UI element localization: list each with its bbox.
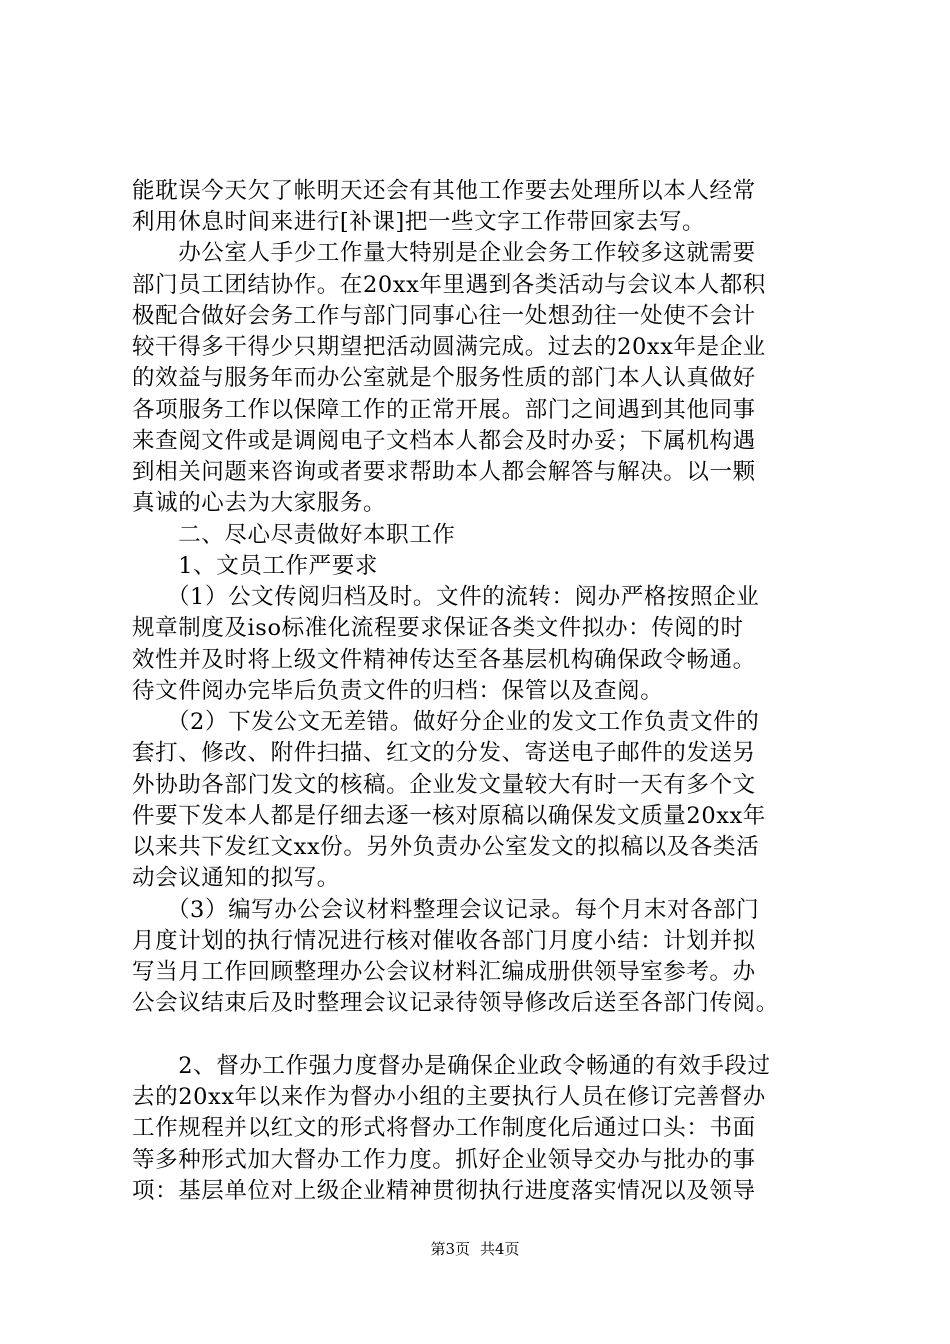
text-line: 动会议通知的拟写。	[132, 865, 340, 891]
text-line: 等多种形式加大督办工作力度。抓好企业领导交办与批办的事	[132, 1147, 756, 1173]
text-line: 件要下发本人都是仔细去逐一核对原稿以确保发文质量20xx年	[132, 803, 766, 829]
page-number: 第3页	[430, 1240, 470, 1258]
text-line: 的效益与服务年而办公室就是个服务性质的部门本人认真做好	[132, 365, 756, 391]
page-total: 共4页	[480, 1240, 520, 1258]
text-line: 到相关问题来咨询或者要求帮助本人都会解答与解决。以一颗	[132, 459, 756, 485]
text-line: 公会议结束后及时整理会议记录待领导修改后送至各部门传阅。	[132, 990, 779, 1016]
text-line: （3）编写办公会议材料整理会议记录。每个月末对各部门	[132, 897, 760, 923]
text-line: 规章制度及iso标准化流程要求保证各类文件拟办：传阅的时	[132, 615, 744, 641]
page-footer	[0, 1240, 950, 1258]
text-line: 工作规程并以红文的形式将督办工作制度化后通过口头：书面	[132, 1115, 756, 1141]
text-line: 2、督办工作强力度督办是确保企业政令畅通的有效手段过	[132, 1053, 771, 1079]
text-line: 外协助各部门发文的核稿。企业发文量较大有时一天有多个文	[132, 772, 756, 798]
text-line: 来查阅文件或是调阅电子文档本人都会及时办妥；下属机构遇	[132, 428, 756, 454]
text-line: 能耽误今天欠了帐明天还会有其他工作要去处理所以本人经常	[132, 178, 756, 204]
text-line: 写当月工作回顾整理办公会议材料汇编成册供领导室参考。办	[132, 959, 756, 985]
text-line: 办公室人手少工作量大特别是企业会务工作较多这就需要	[132, 240, 756, 266]
subsection-heading: 1、文员工作严要求	[132, 553, 378, 579]
text-line: （1）公文传阅归档及时。文件的流转：阅办严格按照企业	[132, 584, 760, 610]
text-line: 待文件阅办完毕后负责文件的归档：保管以及查阅。	[132, 678, 664, 704]
text-line: 部门员工团结协作。在20xx年里遇到各类活动与会议本人都积	[132, 272, 766, 298]
text-line: 各项服务工作以保障工作的正常开展。部门之间遇到其他同事	[132, 397, 756, 423]
text-line: 利用休息时间来进行[补课]把一些文字工作带回家去写。	[132, 209, 706, 235]
section-heading: 二、尽心尽责做好本职工作	[132, 522, 456, 548]
text-line: 极配合做好会务工作与部门同事心往一处想劲往一处使不会计	[132, 303, 756, 329]
text-line: 较干得多干得少只期望把活动圆满完成。过去的20xx年是企业	[132, 334, 766, 360]
text-line: 效性并及时将上级文件精神传达至各基层机构确保政令畅通。	[132, 647, 756, 673]
text-line: 真诚的心去为大家服务。	[132, 490, 387, 516]
text-line: 去的20xx年以来作为督办小组的主要执行人员在修订完善督办	[132, 1084, 766, 1110]
text-line: 项：基层单位对上级企业精神贯彻执行进度落实情况以及领导	[132, 1178, 756, 1204]
text-line: 套打、修改、附件扫描、红文的分发、寄送电子邮件的发送另	[132, 740, 756, 766]
text-line: 月度计划的执行情况进行核对催收各部门月度小结：计划并拟	[132, 928, 756, 954]
text-line: （2）下发公文无差错。做好分企业的发文工作负责文件的	[132, 709, 760, 735]
text-line: 以来共下发红文xx份。另外负责办公室发文的拟稿以及各类活	[132, 834, 760, 860]
